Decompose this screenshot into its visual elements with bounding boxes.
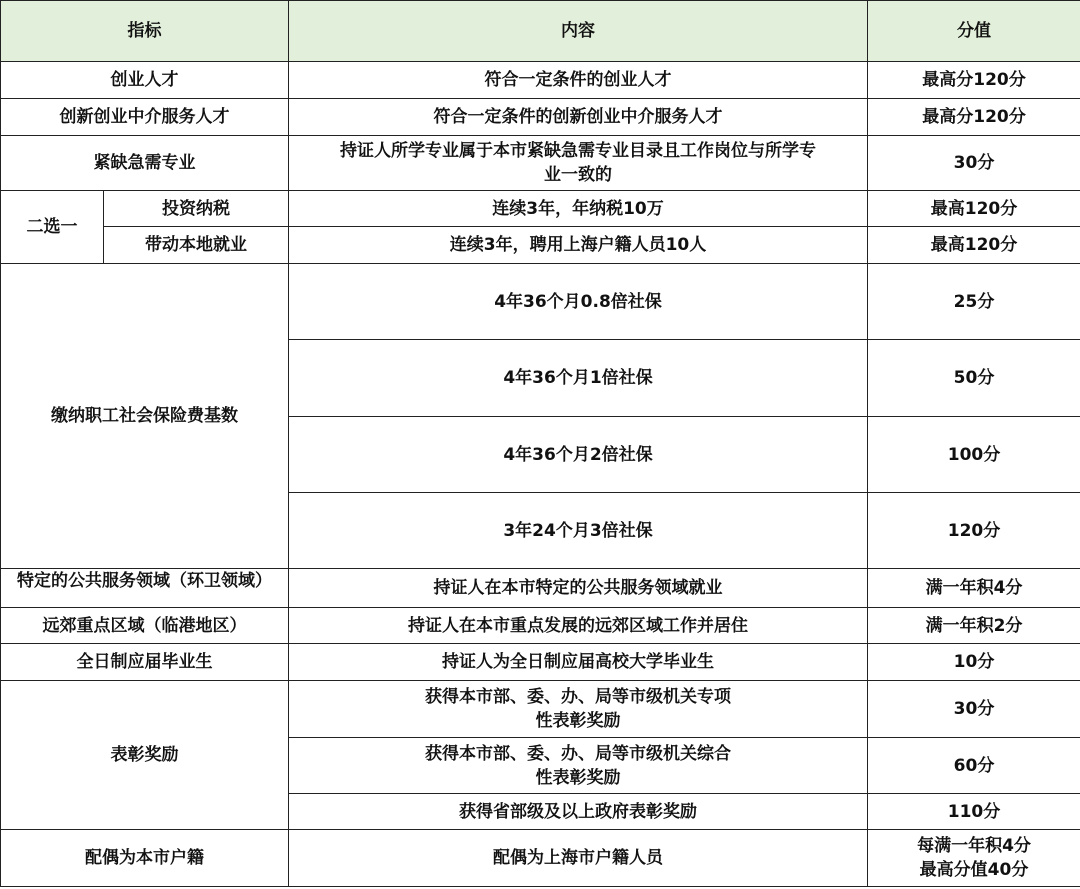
- score-cell: 最高分120分: [868, 62, 1080, 99]
- content-cell: 持证人为全日制应届高校大学毕业生: [289, 644, 868, 681]
- score-cell: [868, 830, 1080, 887]
- table-row: [1, 191, 1080, 227]
- content-cell: 持证人所学专业属于本市紧缺急需专业目录且工作岗位与所学专业一致的: [289, 136, 868, 191]
- content-cell: [289, 681, 868, 738]
- content-line: 获得本市部、委、办、局等市级机关综合: [425, 743, 731, 764]
- score-cell: 30分: [868, 681, 1080, 738]
- content-line: 性表彰奖励: [535, 711, 621, 731]
- table-row: [1, 830, 1080, 887]
- content-line: 获得本市部、委、办、局等市级机关专项: [425, 687, 731, 707]
- table-row: [1, 644, 1080, 681]
- content-cell: 连续3年，聘用上海户籍人员10人: [289, 227, 868, 264]
- score-line: 最高分值40分: [919, 860, 1029, 880]
- indicator-cell: 配偶为本市户籍: [1, 830, 289, 887]
- choice-group-label: 二选一: [1, 191, 104, 264]
- score-cell: 25分: [868, 264, 1080, 340]
- indicator-cell: 创业人才: [1, 62, 289, 99]
- indicator-cell: 缴纳职工社会保险费基数: [1, 264, 289, 569]
- content-cell: 配偶为上海市户籍人员: [289, 830, 868, 887]
- content-cell: 连续3年，年纳税10万: [289, 191, 868, 227]
- indicator-cell: 创新创业中介服务人才: [1, 99, 289, 136]
- header-score: 分值: [868, 1, 1080, 62]
- score-cell: 最高120分: [868, 227, 1080, 264]
- score-cell: 100分: [868, 417, 1080, 493]
- table-row: [1, 569, 1080, 608]
- content-cell: [289, 738, 868, 794]
- table-row: [1, 99, 1080, 136]
- score-cell: 120分: [868, 493, 1080, 569]
- table-row: [1, 62, 1080, 99]
- table-row: [1, 227, 1080, 264]
- content-cell: 持证人在本市重点发展的远郊区域工作并居住: [289, 608, 868, 644]
- header-indicator: 指标: [1, 1, 289, 62]
- indicator-cell: 全日制应届毕业生: [1, 644, 289, 681]
- score-cell: 60分: [868, 738, 1080, 794]
- content-cell: 符合一定条件的创新创业中介服务人才: [289, 99, 868, 136]
- score-cell: 最高分120分: [868, 99, 1080, 136]
- score-cell: 最高120分: [868, 191, 1080, 227]
- content-cell: 符合一定条件的创业人才: [289, 62, 868, 99]
- content-cell: 4年36个月2倍社保: [289, 417, 868, 493]
- indicator-cell: 带动本地就业: [104, 227, 289, 264]
- score-cell: 满一年积4分: [868, 569, 1080, 608]
- indicator-cell: [1, 569, 289, 608]
- score-cell: 满一年积2分: [868, 608, 1080, 644]
- table-row: [1, 608, 1080, 644]
- content-cell: 4年36个月0.8倍社保: [289, 264, 868, 340]
- score-cell: 50分: [868, 340, 1080, 417]
- indicator-cell: 表彰奖励: [1, 681, 289, 830]
- content-cell: 3年24个月3倍社保: [289, 493, 868, 569]
- content-cell: 4年36个月1倍社保: [289, 340, 868, 417]
- indicator-cell: 投资纳税: [104, 191, 289, 227]
- indicator-cell: 紧缺急需专业: [1, 136, 289, 191]
- table-row: [1, 681, 1080, 738]
- table-header-row: [1, 1, 1080, 62]
- content-cell: 持证人在本市特定的公共服务领域就业: [289, 569, 868, 608]
- indicator-cell: 远郊重点区域（临港地区）: [1, 608, 289, 644]
- header-content: 内容: [289, 1, 868, 62]
- indicator-text: 特定的公共服务领域（环卫领域）: [17, 571, 272, 591]
- score-cell: 30分: [868, 136, 1080, 191]
- table-row: [1, 136, 1080, 191]
- content-cell: 获得省部级及以上政府表彰奖励: [289, 794, 868, 830]
- score-cell: 110分: [868, 794, 1080, 830]
- table-row: [1, 264, 1080, 340]
- score-cell: 10分: [868, 644, 1080, 681]
- content-line: 性表彰奖励: [535, 767, 621, 788]
- score-line: 每满一年积4分: [917, 836, 1031, 856]
